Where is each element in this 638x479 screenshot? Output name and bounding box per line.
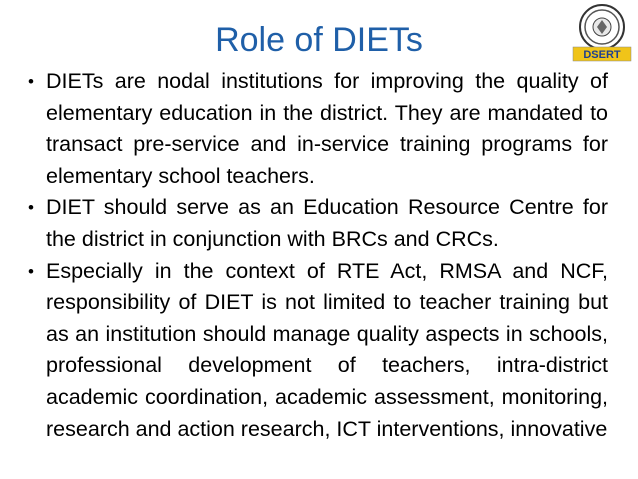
bullet-text: DIET should serve as an Education Resource Centre for the district in conjunction with BRCs and CRCs. — [46, 195, 608, 251]
bullet-item — [28, 192, 608, 255]
bullet-text: Especially in the context of RTE Act, RMSA and NCF, responsibility of DIET is not limited to teacher training but as an institution should manage quality aspects in schools, professional development of teachers, intra-district academic coordination, academic assessment, monitoring, research and action research, ICT interventions, innovative — [46, 258, 608, 441]
bullet-list — [28, 66, 608, 445]
slide-title: Role of DIETs — [215, 21, 423, 59]
bullet-item — [28, 66, 608, 192]
dsert-logo-icon — [571, 3, 633, 63]
bullet-item — [28, 256, 608, 446]
bullet-icon: • — [28, 198, 34, 218]
bullet-icon: • — [28, 72, 34, 91]
logo-text: DSERT — [583, 49, 621, 61]
bullet-text: DIETs are nodal institutions for improving the quality of elementary education in the district. They are mandated to transact pre-service and in-service training programs for elementary school teachers. — [46, 69, 608, 188]
bullet-icon: • — [28, 261, 34, 281]
